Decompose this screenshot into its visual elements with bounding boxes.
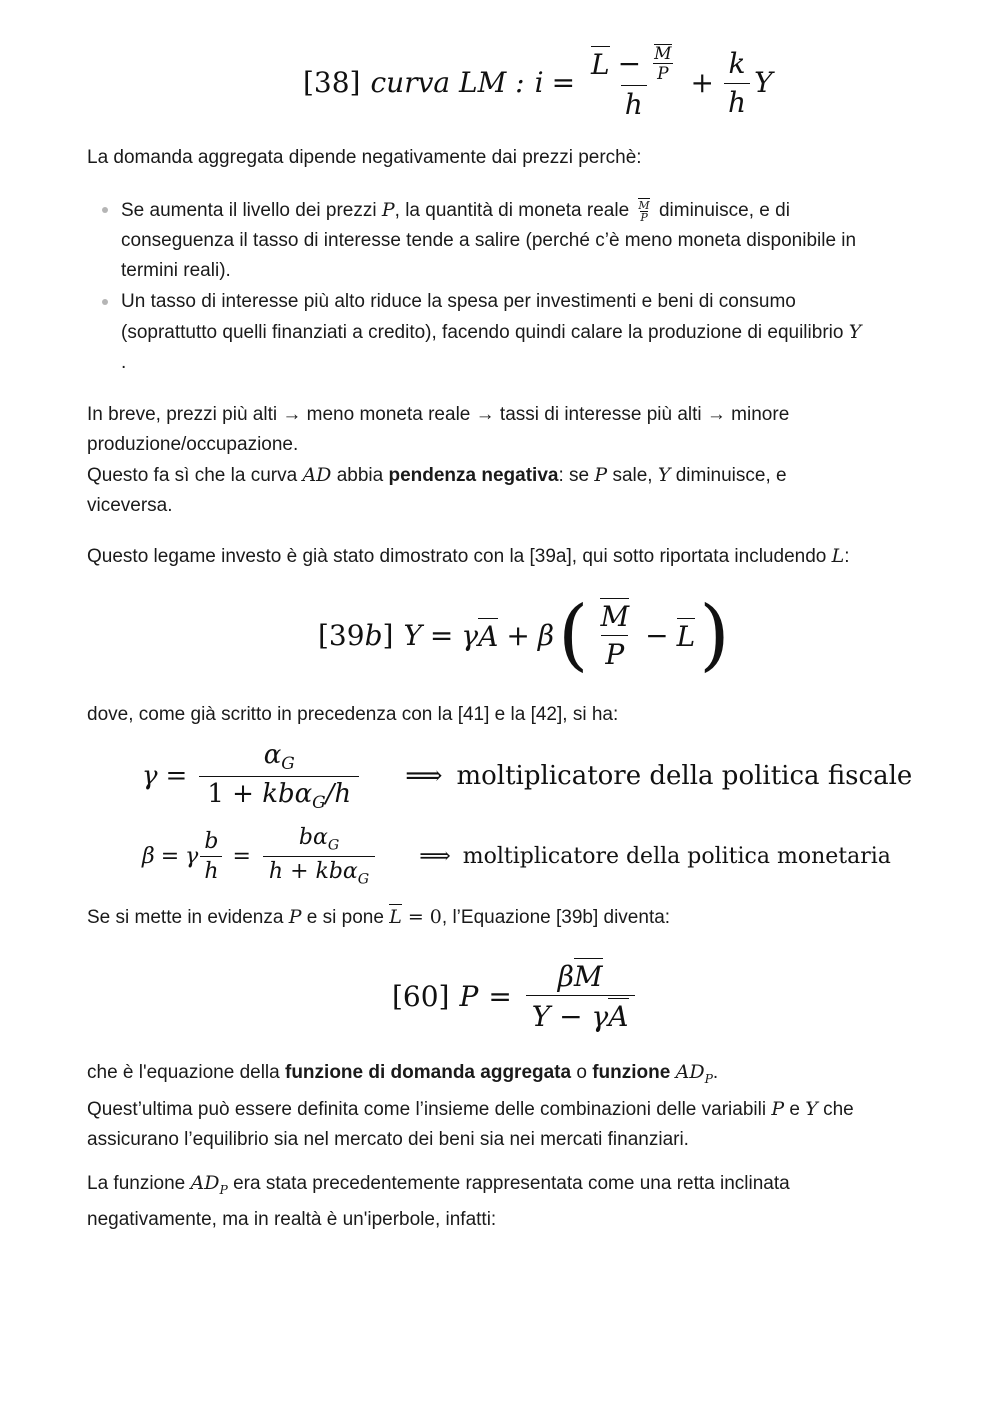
equation-60: [60] P = $\frac{\beta M}{Y - \gamma A}$ bbox=[392, 956, 639, 1036]
eq38-lhs: curva LM : bbox=[370, 66, 525, 99]
eq38-m-over-p bbox=[653, 44, 672, 83]
eq38-h: h bbox=[621, 85, 647, 122]
gamma-definition: γ = $\frac{\alpha_G}{1 + kb\alpha_G/h}$ ⟹ moltiplicatore della politica fiscale bbox=[142, 740, 913, 812]
eq38-k: k bbox=[728, 46, 746, 80]
eq38-h2: h bbox=[724, 83, 750, 120]
bullet-item-2: Un tasso di interesse più alto riduce la spesa per investimenti e beni di consumo (soprattutto quelli finanziati a credito), facendo quindi calare la produzione di equilibrio Y . bbox=[121, 291, 862, 373]
link-paragraph: Questo legame investo è già stato dimostrato con la [39a], qui sotto riportata includendo L: bbox=[87, 545, 850, 567]
eq39b-m-over-p: $\frac{M}{P}$ bbox=[600, 599, 630, 671]
bullet-dot-2 bbox=[102, 299, 108, 305]
eq38-var: i bbox=[534, 66, 544, 99]
summary-paragraph: In breve, prezzi più alti → meno moneta reale → tassi di interesse più alti → minore produzione/occupazione. Questo fa sì che la curva AD abbia pendenza negativa: se P sale, Y diminuisce, e viceversa. bbox=[87, 404, 790, 516]
eq38-k-over-h bbox=[724, 47, 750, 120]
eq38-P: P bbox=[653, 63, 672, 83]
m-over-p-inline: $\frac{M}{P}$ bbox=[638, 199, 650, 225]
eq38-equals: = bbox=[551, 66, 576, 99]
eq38-plus: + bbox=[690, 66, 715, 99]
right-paren: ) bbox=[699, 590, 730, 680]
function-paragraph: che è l'equazione della funzione di domanda aggregata o funzione $AD_P$. Quest’ultima può essere definita come l’insieme delle combinazioni delle variabili P e Y che assicurano l’equilibrio sia nel mercato dei beni sia nei mercati finanziari. bbox=[87, 1061, 854, 1150]
final-paragraph: La funzione $AD_P$ era stata precedentemente rappresentata come una retta inclinata negativamente, ma in realtà è un'iperbole, infatti: bbox=[87, 1172, 790, 1230]
equation-38 bbox=[303, 44, 773, 122]
beta-definition: β = γ $\frac{b}{h}$ = $\frac{b\alpha_G}{h + kb\alpha_G}$ ⟹ moltiplicatore della politica monetaria bbox=[142, 825, 891, 887]
eq38-Y: Y bbox=[754, 66, 773, 99]
intro-paragraph: La domanda aggregata dipende negativamente dai prezzi perchè: bbox=[87, 147, 642, 168]
eq38-M: M bbox=[654, 44, 672, 64]
eq38-label: [38] bbox=[303, 66, 361, 99]
bullet-dot-1 bbox=[102, 207, 108, 213]
equation-39b: [39 b ] Y = γ A + β ( $\frac{M}{P}$ − L ) bbox=[318, 590, 730, 680]
bullet-item-1: Se aumenta il livello dei prezzi P, la quantità di moneta reale $\frac{M}{P}$ diminuisce, e di conseguenza il tasso di interesse tende a salire (perché c’è meno moneta disponibile in termini reali). bbox=[121, 199, 857, 281]
eq38-fraction bbox=[587, 44, 681, 122]
evidence-paragraph: Se si mette in evidenza P e si pone L = 0, l’Equazione [39b] diventa: bbox=[87, 906, 671, 928]
eq38-L: L bbox=[591, 47, 610, 81]
where-paragraph: dove, come già scritto in precedenza con la [41] e la [42], si ha: bbox=[87, 704, 619, 725]
left-paren: ( bbox=[558, 590, 589, 680]
eq38-minus: − bbox=[617, 46, 642, 80]
